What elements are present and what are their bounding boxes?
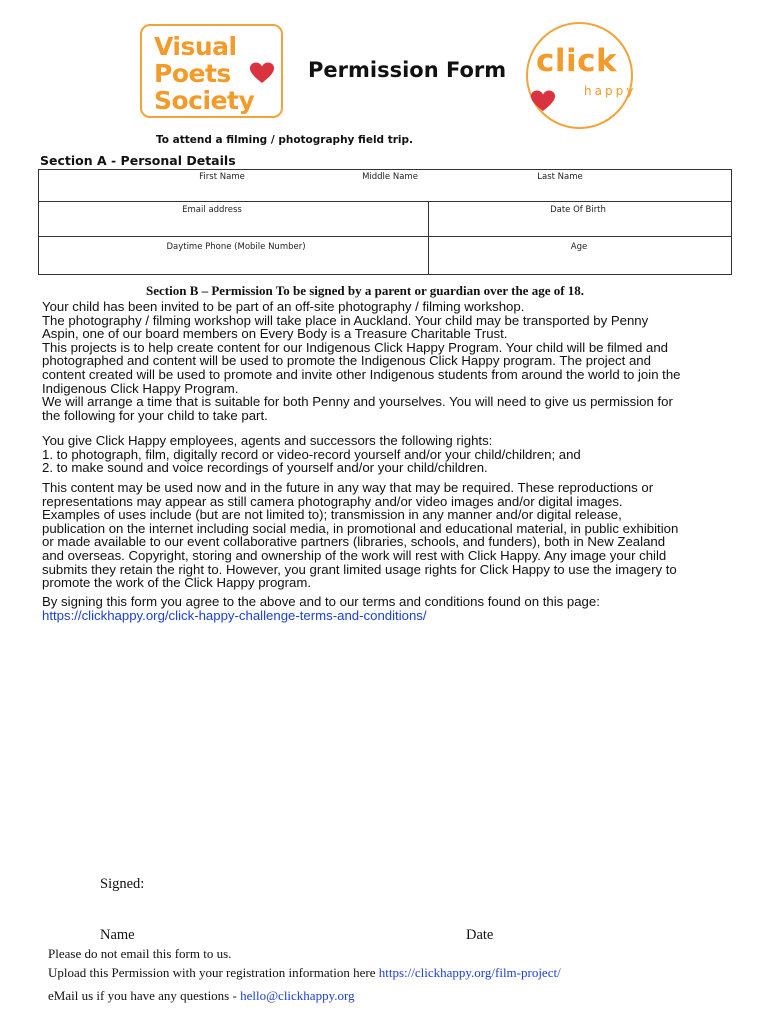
text-line: This projects is to help create content for our Indigenous Click Happy Program. Your child will be filmed and — [42, 339, 668, 355]
middle-name-field[interactable]: Middle Name — [362, 172, 418, 182]
age-field[interactable]: Age — [570, 242, 588, 252]
table-divider — [39, 201, 731, 202]
name-label: Name — [100, 927, 135, 943]
text-line: and overseas. Copyright, storing and ownership of the work will rest with Click Happy. Any image your child — [42, 547, 667, 563]
text-line: Aspin, one of our board members on Every Body is a Treasure Charitable Trust. — [42, 326, 508, 342]
text-line: Examples of uses include (but are not limited to); transmission in any manner and/or digital release, — [42, 507, 622, 523]
email-text: eMail us if you have any questions - — [48, 988, 241, 1003]
phone-field[interactable]: Daytime Phone (Mobile Number) — [166, 242, 306, 252]
text-line: or made available to our event collaborative partners (libraries, schools, and funders), both in New Zealand — [42, 534, 666, 550]
date-label: Date — [466, 927, 494, 943]
permission-paragraph-3 — [42, 481, 742, 590]
footer-email-line — [48, 988, 355, 1004]
section-b-heading: Section B – Permission To be signed by a parent or guardian over the age of 18. — [146, 283, 585, 298]
text-line: representations may appear as still camera photography and/or video images and/or digital images. — [42, 493, 623, 509]
logo-text-happy: happy — [584, 84, 637, 98]
section-a-heading: Section A - Personal Details — [40, 153, 236, 168]
text-line: content created will be used to promote and invite other Indigenous students from around the world to join the — [42, 366, 681, 382]
first-name-field[interactable]: First Name — [199, 172, 245, 182]
signed-label: Signed: — [100, 876, 145, 892]
text-line: publication on the internet including social media, in promotional and educational material, in public exhibition — [42, 520, 679, 536]
page-title: Permission Form — [308, 58, 507, 82]
text-line: promote the work of the Click Happy program. — [42, 575, 311, 591]
text-line: By signing this form you agree to the above and to our terms and conditions found on this page: — [42, 594, 600, 609]
table-divider — [428, 201, 429, 236]
last-name-field[interactable]: Last Name — [537, 172, 583, 182]
upload-text: Upload this Permission with your registration information here — [48, 965, 379, 980]
text-line: photographed and content will be used to promote the Indigenous Click Happy program. The project and — [42, 353, 651, 369]
text-line: submits they retain the right to. However, you grant limited usage rights for Click Happy to use the imagery to — [42, 561, 677, 577]
footer-note: Please do not email this form to us. — [48, 946, 232, 961]
form-subtitle: To attend a filming / photography field trip. — [156, 134, 414, 146]
click-happy-logo — [526, 22, 637, 129]
table-divider — [39, 236, 731, 237]
email-link[interactable]: hello@clickhappy.org — [240, 988, 355, 1003]
text-line: 1. to photograph, film, digitally record or video-record yourself and/or your child/children; and — [42, 446, 581, 462]
heart-icon — [249, 62, 275, 84]
heart-icon — [530, 90, 556, 112]
logo-text-line: Poets — [154, 59, 231, 88]
table-divider — [428, 236, 429, 274]
permission-paragraph-2 — [42, 434, 742, 475]
text-line: This content may be used now and in the future in any way that may be required. These reproductions or — [42, 480, 654, 495]
film-project-link[interactable]: https://clickhappy.org/film-project/ — [378, 965, 561, 980]
text-line: The photography / filming workshop will take place in Auckland. Your child may be transported by Penny — [42, 312, 649, 328]
permission-paragraph-4 — [42, 595, 742, 622]
text-line: Indigenous Click Happy Program. — [42, 380, 239, 396]
text-line: 2. to make sound and voice recordings of yourself and/or your child/children. — [42, 460, 488, 476]
text-line: You give Click Happy employees, agents and successors the following rights: — [42, 433, 493, 448]
footer-upload-line — [48, 965, 561, 981]
text-line: the following for your child to take part. — [42, 407, 268, 423]
terms-link[interactable]: https://clickhappy.org/click-happy-challenge-terms-and-conditions/ — [42, 607, 427, 623]
email-field[interactable]: Email address — [182, 205, 242, 215]
logo-text-line: Society — [154, 86, 255, 115]
logo-text-line: Visual — [154, 32, 237, 61]
date-of-birth-field[interactable]: Date Of Birth — [550, 205, 606, 215]
logo-text-click: click — [536, 43, 618, 79]
text-line: We will arrange a time that is suitable for both Penny and yourselves. You will need to give us permission for — [42, 394, 673, 410]
visual-poets-society-logo — [140, 24, 283, 118]
permission-paragraph-1 — [42, 300, 742, 422]
text-line: Your child has been invited to be part of an off-site photography / filming workshop. — [42, 299, 525, 314]
personal-details-table — [38, 169, 732, 275]
